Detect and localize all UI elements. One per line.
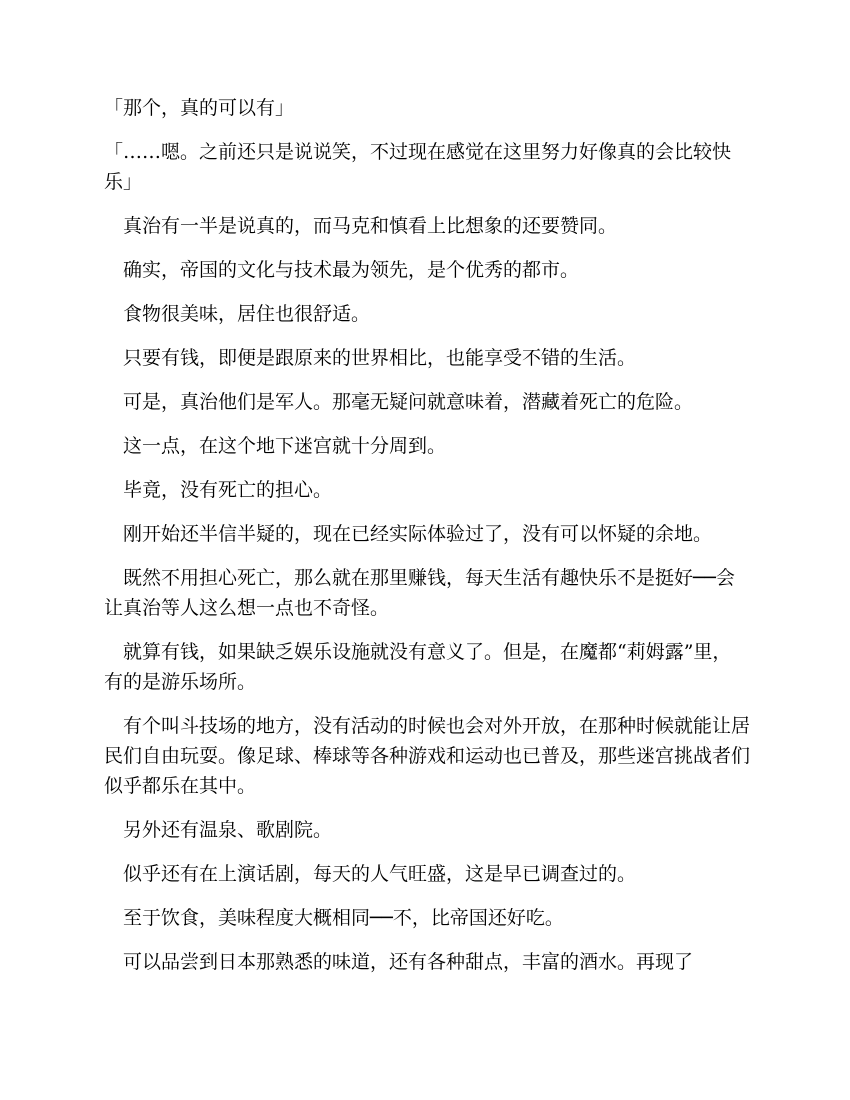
paragraph-11: 既然不用担心死亡，那么就在那里赚钱，每天生活有趣快乐不是挺好──会让真治等人这么想一点也不奇怪。 xyxy=(104,567,735,619)
paragraph-3: 真治有一半是说真的，而马克和慎看上比想象的还要赞同。 xyxy=(104,215,618,237)
paragraph-9: 毕竟，没有死亡的担心。 xyxy=(104,479,333,501)
paragraph-10: 刚开始还半信半疑的，现在已经实际体验过了，没有可以怀疑的余地。 xyxy=(104,523,713,545)
paragraph-15: 似乎还有在上演话剧，每天的人气旺盛，这是早已调查过的。 xyxy=(104,863,637,885)
paragraph-14: 另外还有温泉、歌剧院。 xyxy=(104,819,333,841)
paragraph-6: 只要有钱，即便是跟原来的世界相比，也能享受不错的生活。 xyxy=(104,347,637,369)
paragraph-17: 可以品尝到日本那熟悉的味道，还有各种甜点，丰富的酒水。再现了 xyxy=(104,951,694,973)
paragraph-13: 有个叫斗技场的地方，没有活动的时候也会对外开放，在那种时候就能让居民们自由玩耍。像足球、棒球等各种游戏和运动也已普及，那些迷宫挑战者们似乎都乐在其中。 xyxy=(104,715,751,797)
paragraph-5: 食物很美味，居住也很舒适。 xyxy=(104,303,371,325)
paragraph-7: 可是，真治他们是军人。那毫无疑问就意味着，潜藏着死亡的危险。 xyxy=(104,391,694,413)
paragraph-2: 「……嗯。之前还只是说说笑，不过现在感觉在这里努力好像真的会比较快乐」 xyxy=(104,141,732,193)
paragraph-16: 至于饮食，美味程度大概相同──不，比帝国还好吃。 xyxy=(104,907,564,929)
paragraph-1: 「那个，真的可以有」 xyxy=(104,97,295,119)
paragraph-4: 确实，帝国的文化与技术最为领先，是个优秀的都市。 xyxy=(104,259,580,281)
paragraph-12: 就算有钱，如果缺乏娱乐设施就没有意义了。但是，在魔都“莉姆露”里，有的是游乐场所。 xyxy=(104,641,732,693)
paragraph-8: 这一点，在这个地下迷宫就十分周到。 xyxy=(104,435,447,457)
